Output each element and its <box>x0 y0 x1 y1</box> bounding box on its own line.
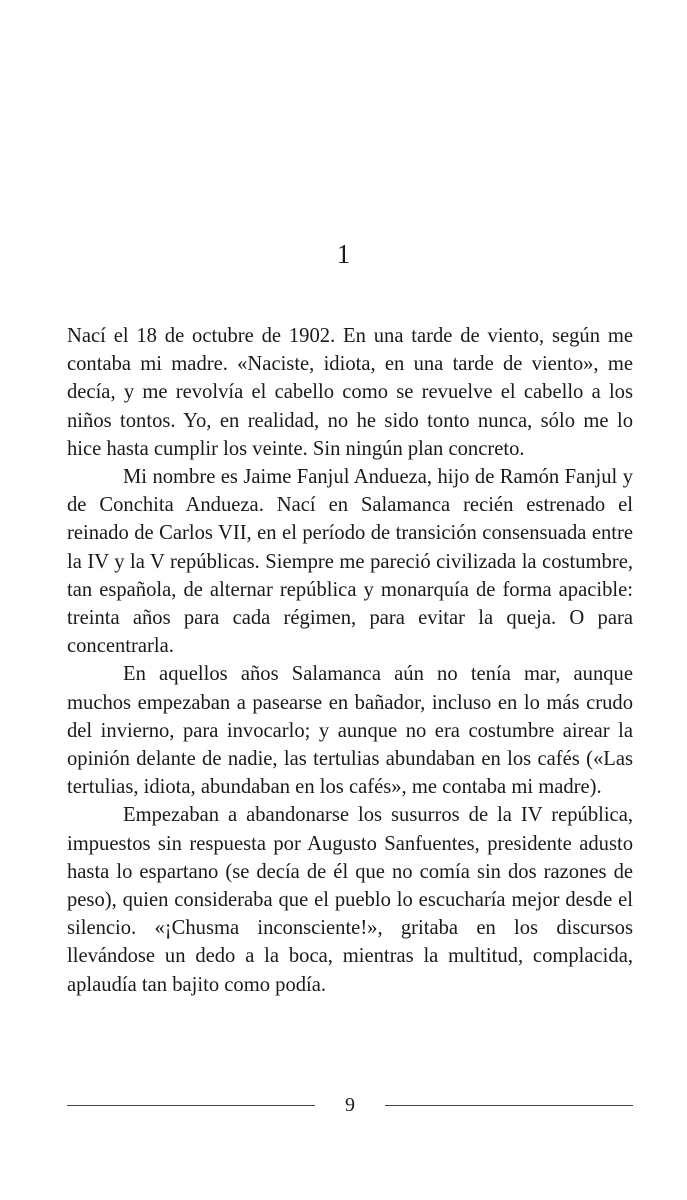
footer-rule-left <box>67 1105 315 1106</box>
chapter-number: 1 <box>336 239 351 269</box>
paragraph: Nací el 18 de octubre de 1902. En una tarde de viento, según me contaba mi madre. «Naciste, idiota, en una tarde de viento», me decía, y me revolvía el cabello como se revuelve el cabello a los niños tontos. Yo, en realidad, no he sido tonto nunca, sólo me lo hice hasta cumplir los veinte. Sin ningún plan concreto. <box>67 325 633 460</box>
footer-rule-right <box>385 1105 633 1106</box>
page-footer <box>67 1089 633 1121</box>
paragraph: Empezaban a abandonarse los susurros de la IV república, impuestos sin respuesta por Augusto Sanfuentes, presidente adusto hasta lo espartano (se decía de él que no comía sin dos razones de peso), quien consideraba que el pueblo lo escucharía mejor desde el silencio. «¡Chusma inconsciente!», gritaba en los discursos llevándose un dedo a la boca, mientras la multitud, complacida, aplaudía tan bajito como podía. <box>67 804 633 996</box>
paragraph: Mi nombre es Jaime Fanjul Andueza, hijo de Ramón Fanjul y de Conchita Andueza. Nací en Salamanca recién estrenado el reinado de Carlos VII, en el período de transición consensuada entre la IV y la V repúblicas. Siempre me pareció civilizada la costumbre, tan española, de alternar república y monarquía de forma apacible: treinta años para cada régimen, para evitar la queja. O para concentrarla. <box>67 466 633 658</box>
page-number: 9 <box>345 1094 355 1116</box>
paragraph: En aquellos años Salamanca aún no tenía mar, aunque muchos empezaban a pasearse en bañador, incluso en lo más crudo del invierno, para invocarlo; y aunque no era costumbre airear la opinión delante de nadie, las tertulias abundaban en los cafés («Las tertulias, idiota, abundaban en los cafés», me contaba mi madre). <box>67 663 633 799</box>
chapter-body <box>67 322 633 999</box>
